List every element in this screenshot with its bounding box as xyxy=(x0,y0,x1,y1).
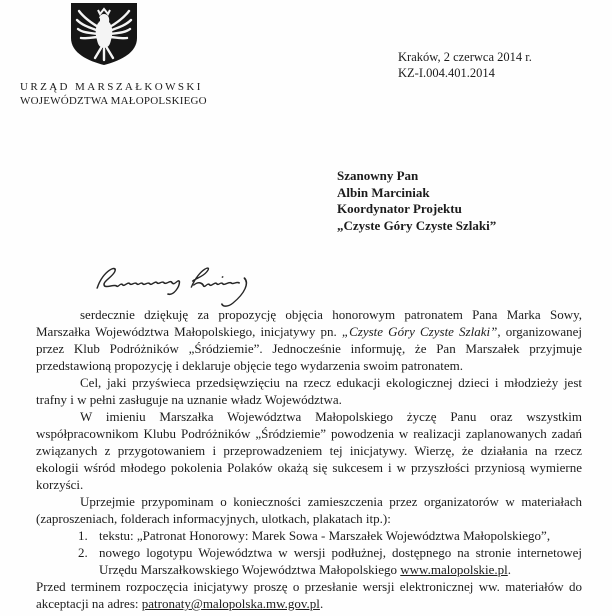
paragraph-thanks-start: serdecznie dziękuję za propozycję objęcia honorowym patronatem Pana Marka Sowy, Marszałka Województwa Małopolskiego, inicjatywy pn. xyxy=(36,307,582,339)
closing-text-after-email: . xyxy=(319,596,324,611)
initiative-name-italic: „Czyste Góry Czyste Szlaki” xyxy=(341,324,498,339)
closing-text-before-email: Przed terminem rozpoczęcia inicjatywy proszę o przesłanie wersji elektronicznej ww. materiałów do akceptacji na adres: xyxy=(36,579,582,611)
paragraph-wishes: W imieniu Marszałka Województwa Małopolskiego życzę Panu oraz wszystkim współpracownikom Klubu Podróżników „Śródziemie” powodzenia w realizacji zaplanowanych zadań związanych z przygotowaniem i przeprowadzeniem tej inicjatywy. Wierzę, że działania na rzecz ekologii wśród młodego pokolenia Polaków okażą się sukcesem i w przyszłości przyniosą wymierne korzyści. xyxy=(36,409,582,492)
addressee-salutation-line: Szanowny Pan xyxy=(337,168,419,183)
addressee-block xyxy=(337,168,496,234)
sender-office-line1: URZĄD MARSZAŁKOWSKI xyxy=(20,81,203,93)
list-item-number: 1. xyxy=(78,528,88,543)
malopolska-coat-of-arms-icon xyxy=(68,2,140,66)
sender-office-block xyxy=(20,81,207,107)
reference-number: KZ-I.004.401.2014 xyxy=(398,65,495,80)
list-item-patronage-text xyxy=(78,527,582,544)
eagle-crest-icon xyxy=(68,2,140,66)
addressee-role: Koordynator Projektu xyxy=(337,201,462,216)
paragraph-thanks xyxy=(36,306,582,374)
patronage-email-link[interactable]: patronaty@malopolska.mw.gov.pl xyxy=(141,596,320,611)
list-item-text-after-link: . xyxy=(507,562,511,577)
letter-body xyxy=(36,306,582,612)
addressee-name: Albin Marciniak xyxy=(337,184,430,200)
list-item-text-before-link: nowego logotypu Województwa w wersji podłużnej, dostępnego na stronie internetowej Urzędu Marszałkowskiego Województwa Małopolskiego xyxy=(99,545,582,577)
place-and-date: Kraków, 2 czerwca 2014 r. xyxy=(398,50,532,64)
list-item-text: tekstu: „Patronat Honorowy: Marek Sowa - Marszałek Województwa Małopolskiego”, xyxy=(99,528,551,543)
sender-office-line2: WOJEWÓDZTWA MAŁOPOLSKIEGO xyxy=(20,95,207,107)
list-item-logotype xyxy=(78,544,582,578)
malopolskie-website-link[interactable]: www.malopolskie.pl xyxy=(400,562,508,577)
paragraph-goal: Cel, jaki przyświeca przedsięwzięciu na rzecz edukacji ekologicznej dzieci i młodzieży jest trafny i w pełni zasługuje na uznanie władz Województwa. xyxy=(36,375,582,407)
list-item-text xyxy=(99,544,582,578)
paragraph-reminder: Uprzejmie przypominam o konieczności zamieszczenia przez organizatorów w materiałach (zaproszeniach, folderach informacyjnych, ulotkach, plakatach itp.): xyxy=(36,494,582,526)
addressee-project-name: „Czyste Góry Czyste Szlaki” xyxy=(337,217,497,233)
list-item-number: 2. xyxy=(78,545,88,560)
paragraph-closing xyxy=(36,578,582,612)
requirements-list xyxy=(78,527,582,578)
dateline-block xyxy=(398,50,532,81)
paragraph-thanks-end: , organizowanej przez Klub Podróżników „Śródziemie”. Jednocześnie informuję, że Pan Marszałek przyjmuje przedstawioną propozycję i deklaruje objęcie tego wydarzenia swoim patronatem. xyxy=(36,324,582,373)
